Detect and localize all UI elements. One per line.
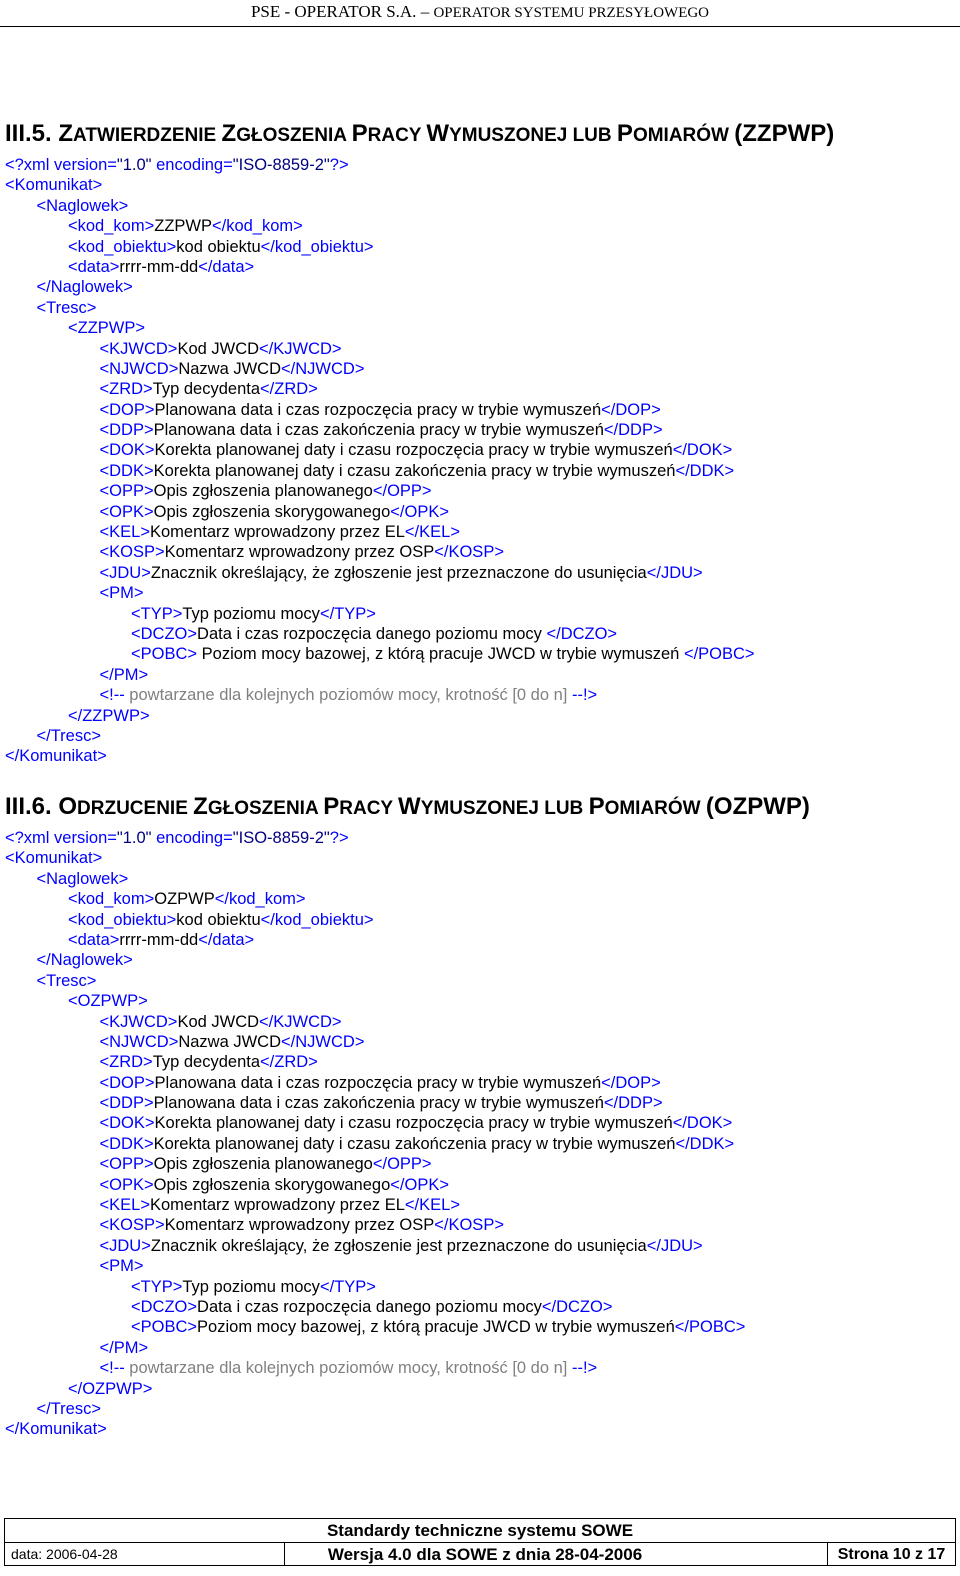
xml-close-tag: </TYP> (319, 1277, 376, 1296)
xml-open-tag: <ZZPWP> (68, 319, 146, 338)
xml-open-tag: <POBC> (131, 1318, 198, 1337)
xml-open-tag: <Tresc> (36, 971, 97, 990)
xml-line (5, 706, 755, 726)
xml-line (5, 339, 755, 359)
xml-element-text: Korekta planowanej daty i czasu rozpoczęcia pracy w trybie wymuszeń (154, 1114, 673, 1133)
xml-close-tag: </kod_kom> (214, 890, 306, 909)
xml-open-tag: <Tresc> (36, 298, 97, 317)
xml-close-tag: </KJWCD> (259, 339, 342, 358)
section-title-part: P (588, 793, 605, 820)
xml-element-text: Typ decydenta (152, 380, 261, 399)
xml-close-tag: </NJWCD> (281, 1032, 365, 1051)
xml-element-text: Opis zgłoszenia planowanego (153, 1155, 373, 1174)
xml-close-tag: </POBC> (674, 1318, 746, 1337)
xml-element-text: Planowana data i czas rozpoczęcia pracy w trybie wymuszeń (154, 400, 602, 419)
xml-line (5, 175, 755, 195)
section-number: III.5. (5, 120, 59, 147)
xml-element-text: Komentarz wprowadzony przez EL (149, 523, 405, 542)
xml-line (5, 359, 755, 379)
header-org: PSE - OPERATOR S.A. (250, 2, 417, 21)
xml-open-tag: <kod_kom> (68, 217, 155, 236)
xml-open-tag: <Naglowek> (36, 196, 129, 215)
xml-decl-part: encoding= (151, 156, 233, 174)
xml-decl-part: ?> (329, 156, 349, 174)
xml-close-tag: </Komunikat> (5, 747, 107, 766)
xml-line (5, 379, 755, 399)
xml-listing-ozpwp (5, 828, 745, 1440)
xml-open-tag: <JDU> (99, 1236, 151, 1255)
xml-open-tag: <DCZO> (131, 624, 198, 643)
xml-close-tag: </KEL> (404, 1196, 460, 1215)
xml-comment-open: <!-- (99, 1359, 125, 1378)
xml-element-text: Kod JWCD (177, 339, 260, 358)
section-title-part: GŁOSZENIA (207, 798, 324, 819)
xml-element-text: OZPWP (154, 890, 215, 909)
xml-element-text: Korekta planowanej daty i czasu zakończenia pracy w trybie wymuszeń (153, 1134, 676, 1153)
xml-element-text: Znacznik określający, że zgłoszenie jest przeznaczone do usunięcia (150, 1236, 647, 1255)
xml-line (5, 277, 755, 297)
xml-line (5, 1134, 745, 1154)
xml-close-tag: </OPP> (372, 1155, 432, 1174)
xml-element-text: Komentarz wprowadzony przez OSP (164, 543, 435, 562)
xml-line (5, 1012, 745, 1032)
xml-decl-part: ?> (329, 829, 349, 847)
xml-close-tag: </KOSP> (434, 543, 504, 562)
xml-open-tag: <OZPWP> (68, 992, 148, 1011)
xml-comment-open: <!-- (99, 686, 125, 705)
xml-close-tag: </Tresc> (36, 1399, 101, 1418)
xml-close-tag: </DDP> (603, 421, 663, 440)
xml-line (5, 726, 755, 746)
xml-element-text: Korekta planowanej daty i czasu zakończenia pracy w trybie wymuszeń (153, 461, 676, 480)
xml-open-tag: <NJWCD> (99, 359, 179, 378)
xml-close-tag: </OPP> (372, 482, 432, 501)
section-title-part: DRZUCENIE (77, 798, 194, 819)
xml-open-tag: <DOK> (99, 1114, 155, 1133)
section-title-part: Z (58, 120, 74, 147)
header-desc: OPERATOR SYSTEMU PRZESYŁOWEGO (433, 5, 710, 21)
xml-declaration (5, 829, 349, 847)
section-title-part: P (351, 120, 368, 147)
xml-decl-part: encoding= (151, 829, 233, 847)
xml-close-tag: </Komunikat> (5, 1420, 107, 1439)
xml-listing-zzpwp (5, 155, 755, 767)
xml-element-text: ZZPWP (154, 217, 212, 236)
section-title-part: OMIARÓW (632, 125, 735, 146)
section-title-part: (OZPWP) (705, 793, 810, 820)
xml-line (5, 216, 755, 236)
xml-line (5, 298, 755, 318)
xml-line (5, 1256, 745, 1276)
xml-line (5, 1297, 745, 1317)
xml-line (5, 950, 745, 970)
xml-close-tag: </data> (198, 930, 255, 949)
xml-line (5, 604, 755, 624)
xml-line (5, 1052, 745, 1072)
xml-open-tag: <PM> (99, 584, 144, 603)
xml-element-text: Data i czas rozpoczęcia danego poziomu mocy (197, 624, 547, 643)
xml-close-tag: </data> (198, 257, 255, 276)
xml-line (5, 1113, 745, 1133)
xml-line (5, 583, 755, 603)
xml-element-text: Typ poziomu mocy (182, 1277, 320, 1296)
xml-close-tag: </kod_obiektu> (260, 910, 374, 929)
xml-element-text: Planowana data i czas rozpoczęcia pracy w trybie wymuszeń (154, 1073, 602, 1092)
xml-open-tag: <KEL> (99, 1196, 150, 1215)
xml-line (5, 1175, 745, 1195)
xml-line (5, 440, 755, 460)
section-title-ozpwp (5, 792, 810, 824)
xml-line (5, 257, 755, 277)
xml-open-tag: <KJWCD> (99, 1012, 178, 1031)
section-title-part: P (323, 793, 340, 820)
section-title-part: Z (221, 120, 237, 147)
xml-open-tag: <Komunikat> (5, 849, 103, 868)
xml-element-text: Komentarz wprowadzony przez EL (149, 1196, 405, 1215)
xml-open-tag: <data> (68, 257, 120, 276)
xml-close-tag: </ZRD> (260, 1053, 318, 1072)
xml-close-tag: </kod_obiektu> (260, 237, 374, 256)
xml-element-text: Opis zgłoszenia skorygowanego (153, 502, 391, 521)
xml-close-tag: </DOP> (601, 400, 661, 419)
xml-element-text: rrrr-mm-dd (119, 930, 199, 949)
xml-close-tag: </KEL> (404, 523, 460, 542)
xml-open-tag: <DDP> (99, 421, 154, 440)
xml-open-tag: <KEL> (99, 523, 150, 542)
xml-line (5, 1358, 745, 1378)
xml-line (5, 237, 755, 257)
xml-line (5, 1317, 745, 1337)
xml-element-text: Komentarz wprowadzony przez OSP (164, 1216, 435, 1235)
xml-close-tag: </DOK> (672, 441, 733, 460)
xml-open-tag: <DDK> (99, 1134, 154, 1153)
xml-line (5, 889, 745, 909)
xml-open-tag: <DOK> (99, 441, 155, 460)
xml-line (5, 665, 755, 685)
xml-close-tag: </KJWCD> (259, 1012, 342, 1031)
xml-line (5, 1338, 745, 1358)
xml-open-tag: <KOSP> (99, 1216, 165, 1235)
xml-comment-text: powtarzane dla kolejnych poziomów mocy, krotność [0 do n] (124, 686, 572, 705)
xml-open-tag: <OPK> (99, 502, 154, 521)
xml-decl-value: "1.0" (116, 829, 152, 847)
xml-open-tag: <OPP> (99, 1155, 154, 1174)
xml-element-text: Opis zgłoszenia skorygowanego (153, 1175, 391, 1194)
xml-close-tag: </Naglowek> (36, 951, 133, 970)
xml-open-tag: <KOSP> (99, 543, 165, 562)
xml-declaration (5, 156, 349, 174)
xml-open-tag: <JDU> (99, 563, 151, 582)
xml-close-tag: </TYP> (319, 604, 376, 623)
xml-close-tag: </DDK> (675, 1134, 735, 1153)
xml-open-tag: <data> (68, 930, 120, 949)
xml-line (5, 930, 745, 950)
xml-element-text: Nazwa JWCD (178, 1032, 282, 1051)
xml-open-tag: <ZRD> (99, 1053, 153, 1072)
footer-version: Wersja 4.0 dla SOWE z dnia 28-04-2006 (327, 1545, 643, 1564)
xml-open-tag: <TYP> (131, 1277, 183, 1296)
xml-close-tag: </NJWCD> (281, 359, 365, 378)
xml-line (5, 1093, 745, 1113)
xml-open-tag: <DCZO> (131, 1297, 198, 1316)
xml-element-text: Kod JWCD (177, 1012, 260, 1031)
footer-page-number: Strona 10 z 17 (827, 1543, 955, 1566)
section-title-part: ATWIERDZENIE (73, 125, 222, 146)
section-title-part: W (398, 793, 421, 820)
xml-open-tag: <ZRD> (99, 380, 153, 399)
xml-element-text: Poziom mocy bazowej, z którą pracuje JWCD w trybie wymuszeń (197, 1318, 675, 1337)
xml-element-text: kod obiektu (176, 910, 261, 929)
xml-close-tag: </PM> (99, 665, 149, 684)
xml-close-tag: </DDP> (603, 1094, 663, 1113)
xml-close-tag: </JDU> (646, 1236, 703, 1255)
xml-line (5, 1277, 745, 1297)
section-title-part: YMUSZONEJ LUB (449, 125, 617, 146)
xml-open-tag: <TYP> (131, 604, 183, 623)
section-title-part: GŁOSZENIA (236, 125, 352, 146)
page-footer (4, 1518, 956, 1566)
section-number: III.6. (5, 793, 59, 820)
xml-open-tag: <OPK> (99, 1175, 154, 1194)
xml-element-text: Poziom mocy bazowej, z którą pracuje JWCD w trybie wymuszeń (197, 645, 684, 664)
xml-line (5, 1073, 745, 1093)
xml-line (5, 155, 755, 175)
xml-close-tag: </DOK> (672, 1114, 733, 1133)
xml-element-text: Korekta planowanej daty i czasu rozpoczęcia pracy w trybie wymuszeń (154, 441, 673, 460)
section-title-zzpwp (5, 119, 834, 151)
xml-line (5, 400, 755, 420)
section-title-part: RACY (339, 798, 399, 819)
xml-open-tag: <kod_obiektu> (68, 237, 177, 256)
xml-line (5, 1419, 745, 1439)
xml-element-text: Nazwa JWCD (178, 359, 282, 378)
xml-close-tag: </kod_kom> (211, 217, 303, 236)
xml-element-text: Data i czas rozpoczęcia danego poziomu mocy (197, 1297, 542, 1316)
footer-bottom-row (5, 1542, 955, 1566)
xml-line (5, 522, 755, 542)
header-separator: – (416, 2, 434, 21)
xml-element-text: kod obiektu (176, 237, 261, 256)
xml-line (5, 1032, 745, 1052)
xml-close-tag: </DCZO> (546, 624, 618, 643)
xml-line (5, 1215, 745, 1235)
xml-open-tag: <POBC> (131, 645, 198, 664)
xml-close-tag: </ZRD> (260, 380, 318, 399)
xml-element-text: Znacznik określający, że zgłoszenie jest przeznaczone do usunięcia (150, 563, 647, 582)
xml-close-tag: </OZPWP> (68, 1379, 153, 1398)
xml-close-tag: </JDU> (646, 563, 703, 582)
xml-close-tag: </OPK> (390, 1175, 449, 1194)
section-title-part: Z (193, 793, 208, 820)
xml-line (5, 848, 745, 868)
xml-close-tag: </POBC> (683, 645, 755, 664)
xml-decl-part: <?xml version= (5, 156, 117, 174)
xml-close-tag: </DOP> (601, 1073, 661, 1092)
xml-line (5, 991, 745, 1011)
xml-line (5, 746, 755, 766)
xml-element-text: Typ poziomu mocy (182, 604, 320, 623)
footer-date: data: 2006-04-28 (5, 1543, 285, 1566)
xml-open-tag: <DOP> (99, 1073, 155, 1092)
xml-close-tag: </DCZO> (541, 1297, 613, 1316)
xml-line (5, 1154, 745, 1174)
xml-line (5, 910, 745, 930)
xml-close-tag: </PM> (99, 1338, 149, 1357)
xml-close-tag: </Tresc> (36, 726, 101, 745)
xml-element-text: rrrr-mm-dd (119, 257, 199, 276)
xml-open-tag: <DDP> (99, 1094, 154, 1113)
xml-line (5, 420, 755, 440)
xml-comment-text: powtarzane dla kolejnych poziomów mocy, krotność [0 do n] (124, 1359, 572, 1378)
xml-open-tag: <kod_kom> (68, 890, 155, 909)
section-title-part: O (58, 793, 78, 820)
section-title-part: (ZZPWP) (734, 120, 835, 147)
xml-line (5, 318, 755, 338)
xml-line (5, 563, 755, 583)
section-title-part: RACY (367, 125, 427, 146)
xml-open-tag: <KJWCD> (99, 339, 178, 358)
xml-line (5, 1195, 745, 1215)
xml-open-tag: <Naglowek> (36, 869, 129, 888)
xml-close-tag: </KOSP> (434, 1216, 504, 1235)
xml-line (5, 502, 755, 522)
xml-line (5, 1379, 745, 1399)
xml-decl-value: "ISO-8859-2" (232, 829, 330, 847)
xml-line (5, 196, 755, 216)
xml-line (5, 971, 745, 991)
xml-close-tag: </DDK> (675, 461, 735, 480)
xml-line (5, 1399, 745, 1419)
xml-element-text: Opis zgłoszenia planowanego (153, 482, 373, 501)
page-header (0, 0, 960, 27)
xml-open-tag: <OPP> (99, 482, 154, 501)
xml-line (5, 869, 745, 889)
xml-open-tag: <DDK> (99, 461, 154, 480)
xml-decl-part: <?xml version= (5, 829, 117, 847)
xml-close-tag: </OPK> (390, 502, 449, 521)
xml-open-tag: <Komunikat> (5, 176, 103, 195)
xml-element-text: Planowana data i czas zakończenia pracy w trybie wymuszeń (153, 1094, 604, 1113)
xml-close-tag: </Naglowek> (36, 278, 133, 297)
xml-comment-close: --!> (571, 1359, 598, 1378)
xml-open-tag: <PM> (99, 1257, 144, 1276)
section-title-part: YMUSZONEJ LUB (420, 798, 589, 819)
xml-open-tag: <DOP> (99, 400, 155, 419)
section-title-part: P (616, 120, 633, 147)
footer-title: Standardy techniczne systemu SOWE (326, 1521, 634, 1540)
xml-line (5, 644, 755, 664)
xml-open-tag: <NJWCD> (99, 1032, 179, 1051)
xml-line (5, 542, 755, 562)
xml-decl-value: "1.0" (116, 156, 152, 174)
xml-line (5, 1236, 745, 1256)
xml-line (5, 461, 755, 481)
xml-element-text: Planowana data i czas zakończenia pracy w trybie wymuszeń (153, 421, 604, 440)
xml-line (5, 481, 755, 501)
xml-decl-value: "ISO-8859-2" (232, 156, 330, 174)
xml-line (5, 624, 755, 644)
xml-open-tag: <kod_obiektu> (68, 910, 177, 929)
xml-line (5, 828, 745, 848)
xml-line (5, 685, 755, 705)
section-title-part: OMIARÓW (604, 798, 706, 819)
section-title-part: W (426, 120, 450, 147)
xml-close-tag: </ZZPWP> (68, 706, 150, 725)
xml-comment-close: --!> (571, 686, 598, 705)
xml-element-text: Typ decydenta (152, 1053, 261, 1072)
